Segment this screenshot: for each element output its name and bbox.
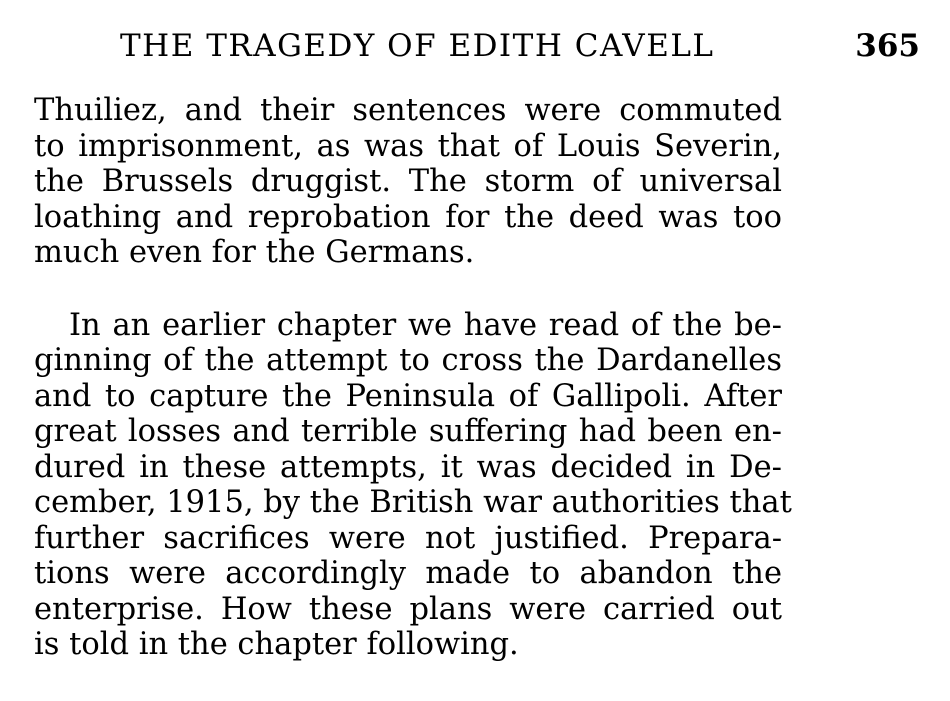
- text-line: Thuiliez, and their sentences were commuted: [34, 93, 782, 128]
- text-line: to imprisonment, as was that of Louis Severin,: [34, 128, 782, 164]
- text-line: In an earlier chapter we have read of the be-: [69, 307, 782, 343]
- paragraph-1: [34, 93, 782, 271]
- page-number: 365: [855, 28, 920, 64]
- text-line: loathing and reprobation for the deed was too: [34, 199, 782, 235]
- text-line: is told in the chapter following.: [34, 627, 519, 662]
- running-title: THE TRAGEDY OF EDITH CAVELL: [120, 28, 715, 64]
- body-text: [34, 93, 792, 663]
- text-line: tions were accordingly made to abandon the: [34, 556, 782, 591]
- text-line: much even for the Germans.: [34, 235, 475, 270]
- text-line: ginning of the attempt to cross the Dardanelles: [34, 343, 782, 378]
- text-line: the Brussels druggist. The storm of universal: [34, 164, 782, 199]
- text-line: and to capture the Peninsula of Gallipoli. After: [34, 378, 782, 414]
- text-line: dured in these attempts, it was decided in De-: [34, 449, 782, 485]
- running-head: [0, 28, 950, 68]
- text-line: further sacrifices were not justified. Prepara-: [34, 520, 782, 556]
- text-line: enterprise. How these plans were carried out: [34, 591, 782, 627]
- paragraph-spacer: [34, 271, 782, 308]
- text-line: cember, 1915, by the British war authorities that: [34, 485, 792, 520]
- paragraph-2: [34, 307, 792, 663]
- text-line: great losses and terrible suffering had been en-: [34, 414, 782, 449]
